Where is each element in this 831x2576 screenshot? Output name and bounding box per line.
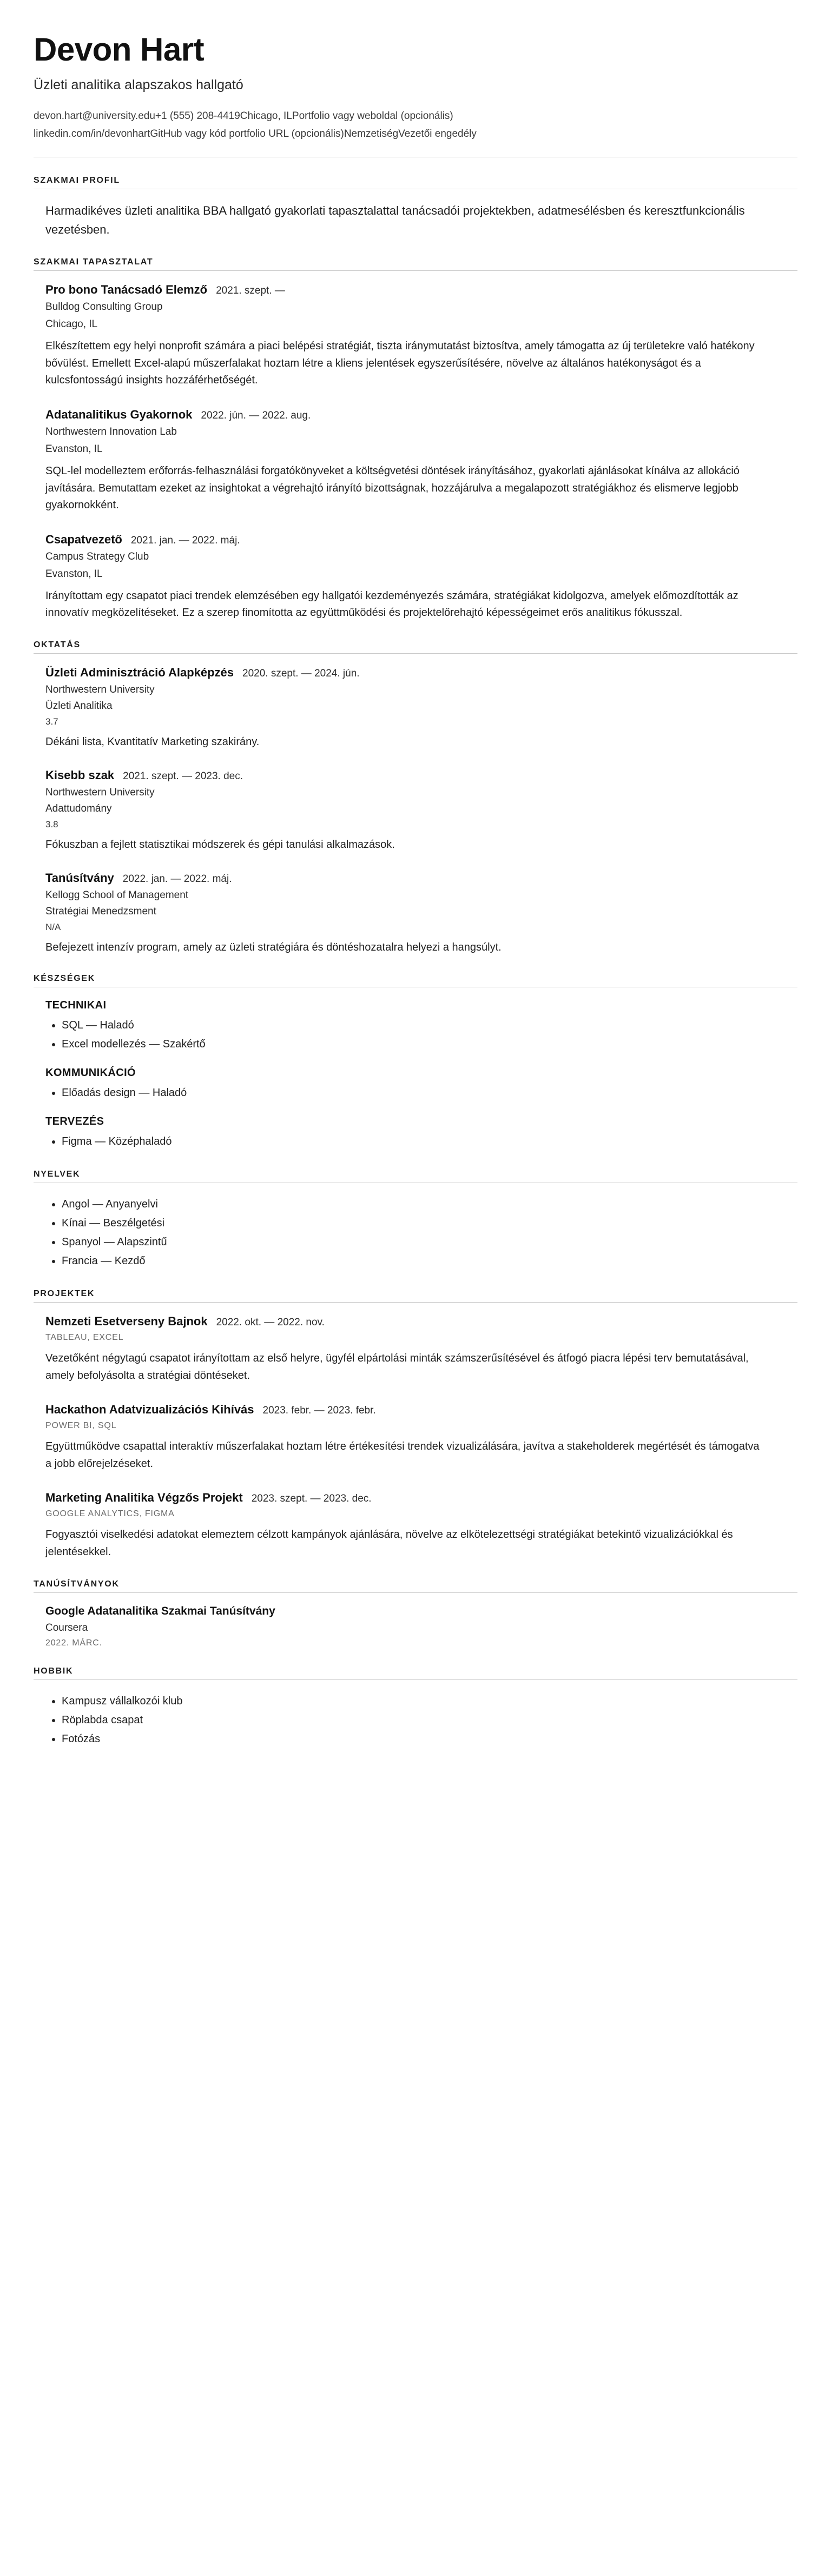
list-item: • Kínai — Beszélgetési <box>62 1214 797 1233</box>
certification-date: 2022. MÁRC. <box>45 1638 102 1648</box>
education-gpa: 3.7 <box>45 716 58 727</box>
experience-company: Campus Strategy Club <box>45 550 149 562</box>
section-divider <box>34 1592 797 1593</box>
section-divider <box>34 653 797 654</box>
list-item: • Francia — Kezdő <box>62 1252 797 1271</box>
section-title-certifications: TANÚSÍTVÁNYOK <box>34 1579 120 1589</box>
summary-text: Harmadikéves üzleti analitika BBA hallgató gyakorlati tapasztalattal tanácsadói projektekben, adatmesélésben és keresztfunkcionális vezetésben. <box>45 203 745 237</box>
project-description: Vezetőként négytagú csapatot irányítottam az első helyre, ügyfél elpártolási minták számszerűsítésével és átfogó piacra lépési terv bemutatásával, amely befolyásolta a stratégiai döntéseket. <box>45 1352 749 1382</box>
project-dates: 2023. szept. — 2023. dec. <box>251 1493 372 1505</box>
project-dates: 2023. febr. — 2023. febr. <box>262 1405 376 1417</box>
contact-github: GitHub vagy kód portfolio URL (opcionális) <box>150 128 344 140</box>
education-dates: 2022. jan. — 2022. máj. <box>122 873 232 885</box>
experience-dates: 2021. jan. — 2022. máj. <box>130 534 240 546</box>
project-name: Hackathon Adatvizualizációs Kihívás <box>45 1403 254 1417</box>
skill-group <box>45 1116 797 1151</box>
skill-list <box>45 1084 797 1103</box>
experience-company: Bulldog Consulting Group <box>45 301 163 313</box>
list-item: • Kampusz vállalkozói klub <box>62 1692 797 1711</box>
project-tags: TABLEAU, EXCEL <box>45 1333 124 1343</box>
section-experience <box>34 257 797 622</box>
section-title-skills: KÉSZSÉGEK <box>34 974 95 984</box>
experience-location: Evanston, IL <box>45 443 103 455</box>
list-item: • SQL — Haladó <box>62 1016 797 1035</box>
education-field: Adattudomány <box>45 803 112 815</box>
certification-issuer: Coursera <box>45 1622 88 1634</box>
certification-name: Google Adatanalitika Szakmai Tanúsítvány <box>45 1604 275 1617</box>
education-gpa: N/A <box>45 922 61 933</box>
list-item: • Excel modellezés — Szakértő <box>62 1035 797 1054</box>
language-list <box>45 1195 797 1271</box>
education-degree: Üzleti Adminisztráció Alapképzés <box>45 666 234 680</box>
resume-header <box>34 32 797 157</box>
skill-group-title: KOMMUNIKÁCIÓ <box>45 1067 136 1079</box>
contact-location: Chicago, IL <box>240 110 292 122</box>
experience-entry <box>45 533 797 622</box>
contact-phone: +1 (555) 208-4419 <box>155 110 240 122</box>
experience-role: Csapatvezető <box>45 532 122 546</box>
contact-portfolio: Portfolio vagy weboldal (opcionális) <box>292 110 453 122</box>
education-note: Dékáni lista, Kvantitatív Marketing szakirány. <box>45 736 260 748</box>
experience-company: Northwestern Innovation Lab <box>45 426 177 438</box>
project-entry <box>45 1491 797 1561</box>
experience-role: Adatanalitikus Gyakornok <box>45 408 193 422</box>
skill-group-title: TECHNIKAI <box>45 999 107 1012</box>
education-degree: Tanúsítvány <box>45 871 114 885</box>
list-item: • Előadás design — Haladó <box>62 1084 797 1103</box>
section-divider <box>34 270 797 271</box>
section-divider <box>34 1679 797 1680</box>
project-name: Nemzeti Esetverseny Bajnok <box>45 1314 208 1329</box>
section-divider <box>34 1302 797 1303</box>
education-degree: Kisebb szak <box>45 768 115 782</box>
education-entry <box>45 666 797 750</box>
section-skills <box>34 974 797 1151</box>
list-item: • Spanyol — Alapszintű <box>62 1233 797 1252</box>
project-dates: 2022. okt. — 2022. nov. <box>216 1317 325 1329</box>
experience-role: Pro bono Tanácsadó Elemző <box>45 283 208 297</box>
page-title: Devon Hart <box>34 31 205 68</box>
education-field: Stratégiai Menedzsment <box>45 906 156 918</box>
project-entry <box>45 1403 797 1472</box>
section-title-education: OKTATÁS <box>34 640 81 650</box>
headline: Üzleti analitika alapszakos hallgató <box>34 77 243 92</box>
contact-line-primary <box>34 108 797 125</box>
skill-group-title: TERVEZÉS <box>45 1116 104 1128</box>
section-title-experience: SZAKMAI TAPASZTALAT <box>34 257 154 267</box>
experience-description: Elkészítettem egy helyi nonprofit számára a piaci belépési stratégiát, tiszta iránymutatást biztosítva, amely támogatta az új területekre való hatékony bővülést. Emellett Excel-alapú műszerfalakat hoztam létre a kliens jelentések egyszerűsítésére, növelve az általános hatékonyságot és a kulcsfontosságú insights hozzáférhetőségét. <box>45 340 755 387</box>
section-certifications <box>34 1579 797 1648</box>
experience-entry <box>45 283 797 389</box>
experience-location: Chicago, IL <box>45 318 98 330</box>
section-summary <box>34 176 797 239</box>
experience-description: Irányítottam egy csapatot piaci trendek elemzésében egy hallgatói kezdeményezés számára, stratégiákat kidolgozva, amelyek előmozdították az innovatív megközelítéseket. Ez a szerep finomította az együttműködési és projektelőrehajtó képességeimet erős analitikus fókusszal. <box>45 589 738 619</box>
project-entry <box>45 1314 797 1384</box>
project-description: Együttműködve csapattal interaktív műszerfalakat hoztam létre értékesítési trendek vizualizálására, javítva a stakeholderek megértését és támogatva a jobb előrejelzéseket. <box>45 1440 760 1470</box>
hobby-list <box>45 1692 797 1749</box>
experience-location: Evanston, IL <box>45 568 103 580</box>
education-school: Northwestern University <box>45 787 155 799</box>
experience-dates: 2022. jún. — 2022. aug. <box>201 410 311 422</box>
education-gpa: 3.8 <box>45 819 58 830</box>
education-note: Fókuszban a fejlett statisztikai módszerek és gépi tanulási alkalmazások. <box>45 839 395 851</box>
section-title-projects: PROJEKTEK <box>34 1289 95 1299</box>
contact-linkedin: linkedin.com/in/devonhart <box>34 128 150 140</box>
project-tags: POWER BI, SQL <box>45 1421 117 1431</box>
certification-entry <box>45 1605 797 1648</box>
list-item: • Fotózás <box>62 1730 797 1749</box>
section-languages <box>34 1170 797 1271</box>
contact-email: devon.hart@university.edu <box>34 110 155 122</box>
list-item: • Röplabda csapat <box>62 1711 797 1730</box>
education-note: Befejezett intenzív program, amely az üzleti stratégiára és döntéshozatalra helyezi a hangsúlyt. <box>45 941 502 954</box>
section-hobbies <box>34 1667 797 1749</box>
skill-group <box>45 1067 797 1103</box>
section-title-hobbies: HOBBIK <box>34 1666 74 1676</box>
education-dates: 2021. szept. — 2023. dec. <box>123 771 243 782</box>
education-dates: 2020. szept. — 2024. jún. <box>242 668 360 680</box>
education-entry <box>45 871 797 955</box>
skill-group <box>45 999 797 1054</box>
project-description: Fogyasztói viselkedési adatokat elemeztem célzott kampányok ajánlására, növelve az elkötelezettségi stratégiákat betekintő vizualizációkkal és jelentésekkel. <box>45 1529 733 1558</box>
project-tags: GOOGLE ANALYTICS, FIGMA <box>45 1509 175 1519</box>
experience-dates: 2021. szept. — <box>216 285 285 297</box>
contact-nationality: Nemzetiség <box>344 128 399 140</box>
education-school: Northwestern University <box>45 684 155 696</box>
education-field: Üzleti Analitika <box>45 700 113 712</box>
experience-description: SQL-lel modelleztem erőforrás-felhasználási forgatókönyveket a költségvetési döntések irányításához, gyakorlati ajánlásokat kínálva az allokáció javítására. Bemutattam ezeket az insightokat a végrehajtó irányító bizottságnak, hozzájárulva a megalapozott stratégiákhoz és elismerve legjobb gyakornokként. <box>45 465 740 512</box>
contact-line-secondary <box>34 125 797 143</box>
section-education <box>34 640 797 955</box>
experience-entry <box>45 408 797 514</box>
list-item: • Figma — Középhaladó <box>62 1132 797 1151</box>
skill-list <box>45 1132 797 1151</box>
education-school: Kellogg School of Management <box>45 889 189 901</box>
project-name: Marketing Analitika Végzős Projekt <box>45 1491 243 1505</box>
section-projects <box>34 1289 797 1561</box>
section-title-languages: NYELVEK <box>34 1170 81 1179</box>
contact-work-authorization: Vezetői engedély <box>398 128 477 140</box>
education-entry <box>45 768 797 853</box>
section-title-summary: SZAKMAI PROFIL <box>34 175 120 185</box>
skill-list <box>45 1016 797 1054</box>
list-item: • Angol — Anyanyelvi <box>62 1195 797 1214</box>
